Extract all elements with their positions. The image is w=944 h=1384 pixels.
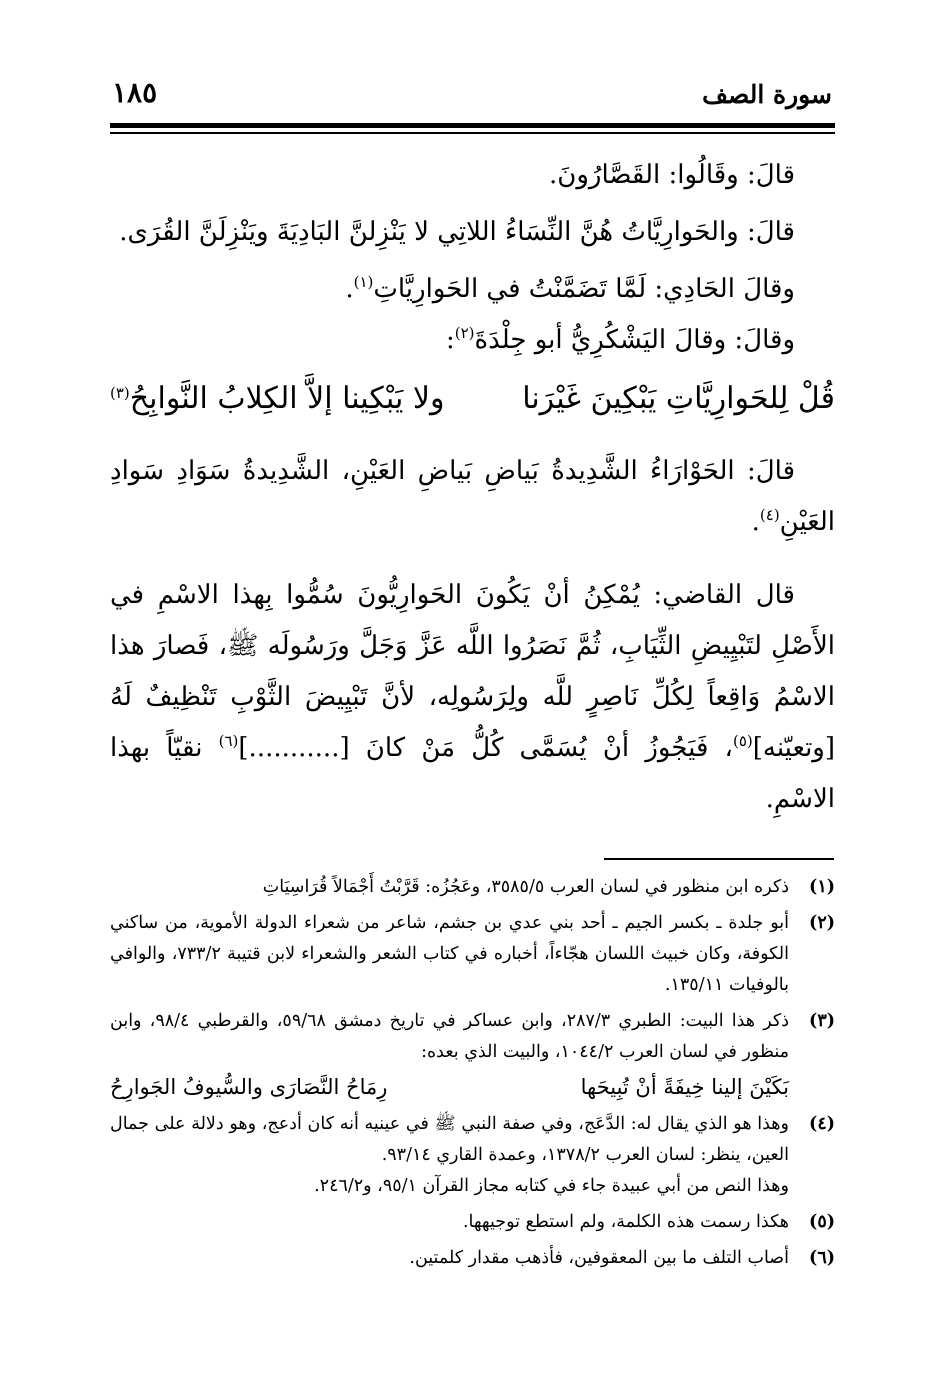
- page-number: ١٨٥: [112, 76, 158, 109]
- footnote-ref-2: (٢): [454, 324, 475, 342]
- verse-hemistich-2-wrap: [110, 370, 444, 428]
- paragraph-4: [110, 315, 835, 366]
- footnote-number: (١): [809, 877, 835, 897]
- footnote-verse-hemistich-2: رِمَاحُ النَّصَارَى والسُّيوفُ الجَوارِحُ: [110, 1075, 388, 1099]
- surah-title: سورة الصف: [702, 80, 832, 109]
- paragraph-3-end: .: [345, 274, 354, 304]
- footnote-3: [110, 1006, 835, 1104]
- footnote-body: [110, 1109, 789, 1202]
- footnote-text: هكذا رسمت هذه الكلمة، ولم استطع توجيهها.: [462, 1212, 789, 1232]
- paragraph-6-part-c: نقيّاً بهذا الاسْمِ.: [110, 733, 835, 814]
- footnote-text: وهذا هو الذي يقال له: الدَّعَج، وفي صفة النبي ﷺ في عينيه أنه كان أدعج، وهو دلالة على جمال العين، ينظر: لسان العرب ١٣٧٨/٢، وعمدة القاري ٩٣/١٤.: [110, 1114, 789, 1165]
- footnote-number: (٥): [809, 1212, 835, 1232]
- footnote-verse: [110, 1070, 789, 1104]
- footnote-number: (٦): [809, 1248, 835, 1268]
- footnote-text: أصاب التلف ما بين المعقوفين، فأذهب مقدار كلمتين.: [409, 1248, 789, 1268]
- paragraph-2: قالَ: والحَوارِيَّاتُ هُنَّ النِّسَاءُ اللاتِي لا يَنْزِلنَّ البَادِيَةَ ويَنْزِلَنَّ القُرَى.: [119, 217, 795, 247]
- footnote-text: أبو جلدة ـ بكسر الجيم ـ أحد بني عدي بن جشم، شاعر من شعراء الدولة الأموية، من ساكني الكوفة، وكان خبيث اللسان هجّاءاً، أخباره في كتاب الشعر والشعراء لابن قتيبة ٧٣٣/٢، والوافي بالوفيات ١٣٥/١١.: [110, 913, 789, 995]
- footnote-5: [110, 1207, 835, 1238]
- footnote-ref-6: (٦): [218, 732, 239, 750]
- footnote-number: (٤): [809, 1114, 835, 1134]
- footnote-body: [110, 908, 789, 1001]
- footnote-ref-4: (٤): [759, 506, 780, 524]
- footnote-body: [110, 1243, 789, 1274]
- paragraph-4-end: :: [445, 325, 455, 355]
- paragraph-3-text: وقالَ الحَادِي: لَمَّا تَضَمَّنْتُ في الحَوارِيَّاتِ: [373, 274, 795, 304]
- paragraph-6-part-a: قال القاضي: يُمْكِنُ أنْ يَكُونَ الحَوارِيُّونَ سُمُّوا بِهذا الاسْمِ في الأَصْلِ لتَبْيِيضِ الثِّيَابِ، ثُمَّ نَصَرُوا اللَّه عَزَّ وَجَلَّ ورَسُولَه ﷺ، فَصارَ هذا الاسْمُ وَاقِعاً لِكُلِّ نَاصِرٍ للَّه ولِرَسُولِه، لأنَّ تَبْيِيضَ الثَّوْبِ تَنْظِيفٌ لَهُ [وتعيّنه]: [110, 580, 836, 763]
- verse-hemistich-1: قُلْ لِلحَوارِيَّاتِ يَبْكِينَ غَيْرَنا: [522, 381, 835, 416]
- footnote-text: ذكر هذا البيت: الطبري ٢٨٧/٣، وابن عساكر في تاريخ دمشق ٥٩/٦٨، والقرطبي ٩٨/٤، وابن منظور في لسان العرب ١٠٤٤/٢، والبيت الذي بعده:: [110, 1011, 789, 1062]
- footnote-separator: [604, 858, 834, 860]
- paragraph-5: [110, 446, 835, 548]
- paragraph-1: قالَ: وقَالُوا: القَصَّارُونَ.: [548, 160, 795, 190]
- footnote-body: [110, 872, 789, 903]
- footnote-ref-1: (١): [353, 273, 374, 291]
- paragraph-5-end: .: [751, 507, 760, 537]
- paragraph-3: [110, 264, 835, 315]
- footnote-number: (٣): [809, 1011, 835, 1031]
- main-text: [110, 150, 835, 825]
- footnote-body: [110, 1006, 789, 1104]
- footnote-2: [110, 908, 835, 1001]
- verse-hemistich-2: ولا يَبْكِينا إلاَّ الكِلابُ النَّوابِحُ: [129, 381, 445, 416]
- paragraph-4-text: وقالَ: وقالَ اليَشْكُرِيُّ أبو جِلْدَةَ: [474, 325, 795, 355]
- footnote-body: [110, 1207, 789, 1238]
- paragraph-6: [110, 570, 835, 825]
- footnotes: [110, 872, 835, 1279]
- poetry-verse: [110, 370, 835, 428]
- footnote-6: [110, 1243, 835, 1274]
- footnote-4: [110, 1109, 835, 1202]
- footnote-text: وهذا النص من أبي عبيدة جاء في كتابه مجاز القرآن ٩٥/١، و٢٤٦/٢.: [314, 1176, 789, 1196]
- footnote-verse-hemistich-1: بَكَيْنَ إلينا خِيفَةً أنْ تُبِيحَها: [580, 1075, 789, 1099]
- footnote-ref-3: (٣): [110, 384, 130, 402]
- header-rule-thick: [110, 123, 835, 128]
- footnote-1: [110, 872, 835, 903]
- footnote-ref-5: (٥): [732, 732, 753, 750]
- header-rule-thin: [110, 132, 835, 134]
- footnote-number: (٢): [809, 913, 835, 933]
- paragraph-5-text: قالَ: الحَوْارَاءُ الشَّدِيدةُ بَياضِ بَياضِ العَيْنِ، الشَّدِيدةُ سَوَادِ سَوادِ العَيْنِ: [110, 456, 835, 537]
- footnote-text: ذكره ابن منظور في لسان العرب ٣٥٨٥/٥، وعَجُزُه: قَرَّبْتُ أَجْمَالاً قُرَاسِيَاتِ: [262, 877, 789, 897]
- paragraph-6-part-b: ، فَيَجُوزُ أنْ يُسَمَّى كُلُّ مَنْ كانَ [...........]: [238, 733, 733, 763]
